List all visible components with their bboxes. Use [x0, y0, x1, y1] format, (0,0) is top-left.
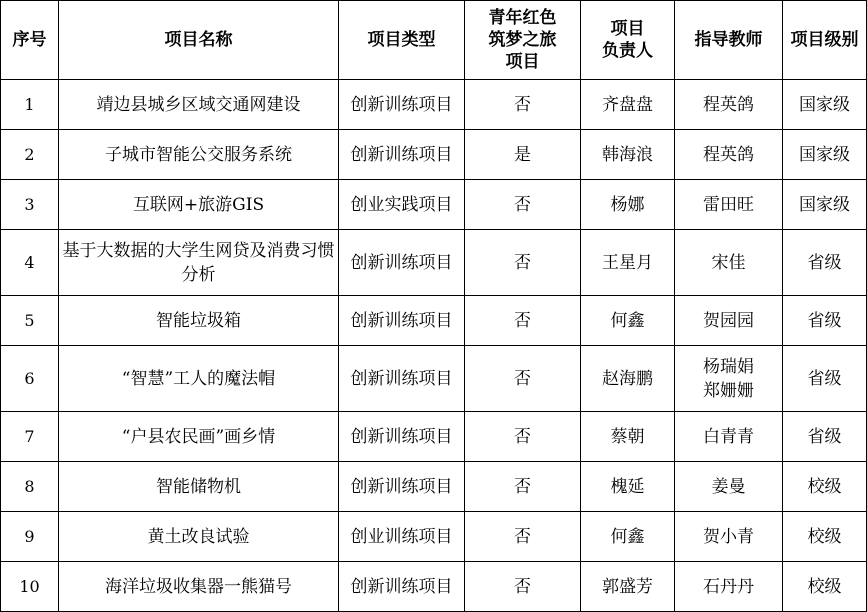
- header-level: 项目级别: [783, 1, 867, 80]
- cell-type: 创新训练项目: [339, 230, 465, 296]
- cell-no: 3: [1, 180, 59, 230]
- cell-red-tour: 否: [465, 412, 581, 462]
- cell-level: 校级: [783, 512, 867, 562]
- cell-type: 创新训练项目: [339, 346, 465, 412]
- header-red-tour-line: 筑梦之旅: [488, 30, 557, 50]
- cell-level: 国家级: [783, 180, 867, 230]
- cell-no: 10: [1, 562, 59, 612]
- table-row: [1, 296, 867, 346]
- cell-teacher: 贺园园: [675, 296, 783, 346]
- header-red-tour-line: 项目: [505, 52, 540, 72]
- cell-teacher: 宋佳: [675, 230, 783, 296]
- cell-name: “户县农民画”画乡情: [59, 412, 339, 462]
- table-row: [1, 462, 867, 512]
- cell-name: 互联网+旅游GIS: [59, 180, 339, 230]
- table-row: [1, 230, 867, 296]
- cell-no: 2: [1, 130, 59, 180]
- cell-level: 国家级: [783, 80, 867, 130]
- cell-type: 创业实践项目: [339, 180, 465, 230]
- cell-name: 智能垃圾箱: [59, 296, 339, 346]
- cell-red-tour: 否: [465, 462, 581, 512]
- cell-leader: 何鑫: [581, 296, 675, 346]
- cell-leader: 郭盛芳: [581, 562, 675, 612]
- table-row: [1, 80, 867, 130]
- table-row: [1, 180, 867, 230]
- cell-name: 靖边县城乡区域交通网建设: [59, 80, 339, 130]
- cell-teacher-line: 杨瑞娟: [703, 356, 754, 377]
- cell-level: 省级: [783, 412, 867, 462]
- cell-name: “智慧”工人的魔法帽: [59, 346, 339, 412]
- cell-red-tour: 否: [465, 80, 581, 130]
- cell-level: 省级: [783, 346, 867, 412]
- cell-name: 黄土改良试验: [59, 512, 339, 562]
- header-no: 序号: [1, 1, 59, 80]
- cell-red-tour: 否: [465, 562, 581, 612]
- cell-red-tour: 是: [465, 130, 581, 180]
- table-row: [1, 346, 867, 412]
- header-red-tour-line: 青年红色: [488, 8, 557, 28]
- cell-leader: 齐盘盘: [581, 80, 675, 130]
- cell-no: 1: [1, 80, 59, 130]
- cell-leader: 王星月: [581, 230, 675, 296]
- cell-type: 创新训练项目: [339, 130, 465, 180]
- cell-no: 7: [1, 412, 59, 462]
- table-row: [1, 412, 867, 462]
- header-leader-line: 负责人: [602, 41, 653, 61]
- cell-type: 创新训练项目: [339, 296, 465, 346]
- header-name: 项目名称: [59, 1, 339, 80]
- cell-name: 智能储物机: [59, 462, 339, 512]
- header-red-tour: [465, 1, 581, 80]
- cell-type: 创新训练项目: [339, 562, 465, 612]
- cell-teacher: 贺小青: [675, 512, 783, 562]
- cell-teacher: 程英鸽: [675, 130, 783, 180]
- cell-level: 国家级: [783, 130, 867, 180]
- cell-red-tour: 否: [465, 230, 581, 296]
- cell-level: 校级: [783, 462, 867, 512]
- cell-no: 5: [1, 296, 59, 346]
- cell-type: 创业训练项目: [339, 512, 465, 562]
- cell-red-tour: 否: [465, 346, 581, 412]
- header-leader-line: 项目: [610, 19, 645, 39]
- cell-no: 8: [1, 462, 59, 512]
- cell-teacher-line: 郑姗姗: [703, 380, 754, 401]
- cell-type: 创新训练项目: [339, 412, 465, 462]
- cell-leader: 蔡朝: [581, 412, 675, 462]
- cell-leader: 杨娜: [581, 180, 675, 230]
- header-type: 项目类型: [339, 1, 465, 80]
- header-leader: [581, 1, 675, 80]
- cell-teacher: 程英鸽: [675, 80, 783, 130]
- table-row: [1, 562, 867, 612]
- cell-teacher: 姜曼: [675, 462, 783, 512]
- cell-red-tour: 否: [465, 180, 581, 230]
- cell-leader: 赵海鹏: [581, 346, 675, 412]
- cell-teacher: 白青青: [675, 412, 783, 462]
- cell-teacher: 石丹丹: [675, 562, 783, 612]
- cell-name: 基于大数据的大学生网贷及消费习惯分析: [59, 230, 339, 296]
- cell-red-tour: 否: [465, 512, 581, 562]
- cell-no: 6: [1, 346, 59, 412]
- header-row: [1, 1, 867, 80]
- cell-no: 4: [1, 230, 59, 296]
- header-teacher: 指导教师: [675, 1, 783, 80]
- cell-level: 省级: [783, 230, 867, 296]
- cell-type: 创新训练项目: [339, 462, 465, 512]
- table-row: [1, 512, 867, 562]
- cell-teacher: 雷田旺: [675, 180, 783, 230]
- cell-leader: 何鑫: [581, 512, 675, 562]
- cell-level: 省级: [783, 296, 867, 346]
- cell-name: 子城市智能公交服务系统: [59, 130, 339, 180]
- cell-teacher: [675, 346, 783, 412]
- table-row: [1, 130, 867, 180]
- cell-no: 9: [1, 512, 59, 562]
- cell-red-tour: 否: [465, 296, 581, 346]
- cell-leader: 槐延: [581, 462, 675, 512]
- cell-leader: 韩海浪: [581, 130, 675, 180]
- cell-level: 校级: [783, 562, 867, 612]
- cell-type: 创新训练项目: [339, 80, 465, 130]
- cell-name: 海洋垃圾收集器一熊猫号: [59, 562, 339, 612]
